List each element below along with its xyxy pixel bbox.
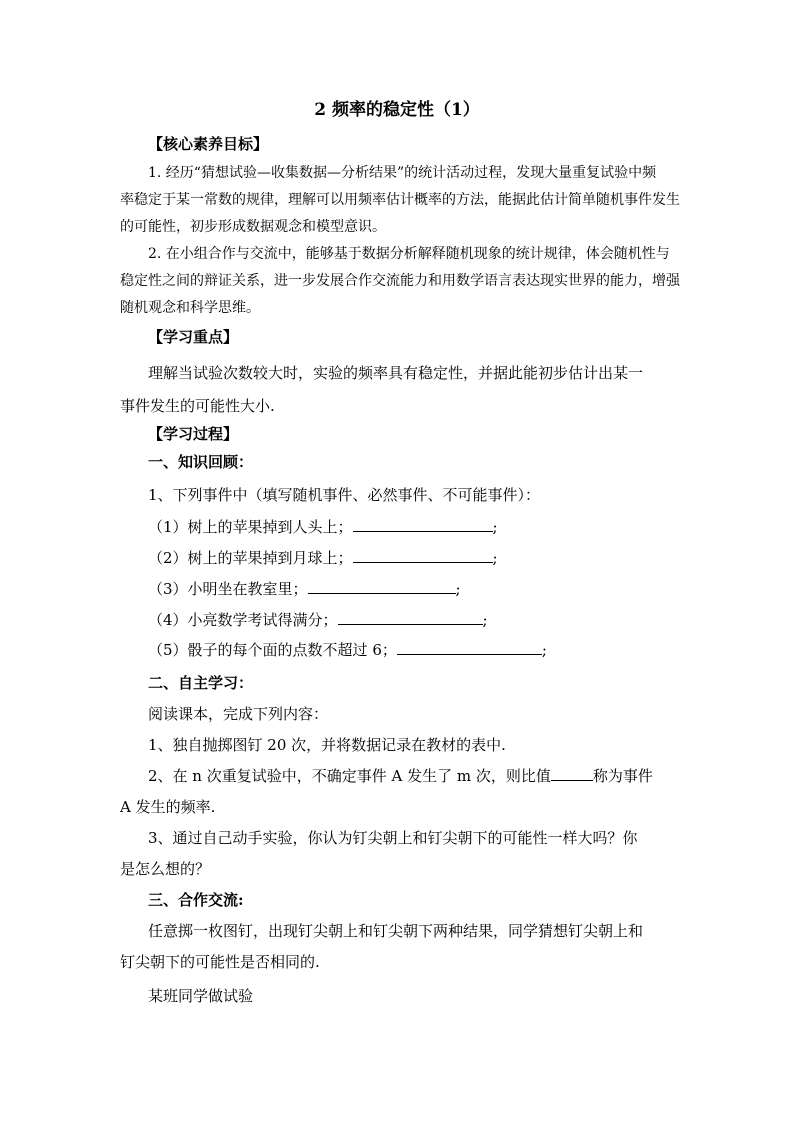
goal-2-line-2: 稳定性之间的辩证关系，进一步发展合作交流能力和用数学语言表达现实世界的能力，增强 xyxy=(120,273,680,289)
section-process: 【学习过程】 xyxy=(148,425,239,443)
page-title: 2 频率的稳定性（1） xyxy=(314,100,480,120)
fill-item-text: （3）小明坐在教室里； xyxy=(148,580,308,598)
answer-blank[interactable] xyxy=(353,517,493,532)
question-2-text-b: 称为事件 xyxy=(592,767,653,785)
part1-question: 1、下列事件中（填写随机事件、必然事件、不可能事件）： xyxy=(148,486,541,504)
fill-item-end: ; xyxy=(492,518,498,536)
fill-item-end: ; xyxy=(541,641,547,659)
question-2-text-a: 2、在 n 次重复试验中，不确定事件 A 发生了 m 次，则比值 xyxy=(148,767,551,785)
answer-blank[interactable] xyxy=(353,548,493,563)
part2-question-1: 1、独自抛掷图钉 20 次，并将数据记录在教材的表中. xyxy=(148,736,506,754)
part2-question-3-line-1: 3、通过自己动手实验，你认为钉尖朝上和钉尖朝下的可能性一样大吗？你 xyxy=(148,829,638,847)
goal-1-line-1: 1. 经历“猜想试验—收集数据—分析结果”的统计活动过程，发现大量重复试验中频 xyxy=(148,165,657,181)
answer-blank[interactable] xyxy=(551,766,593,781)
part1-heading: 一、知识回顾： xyxy=(148,453,254,471)
part3-line-1: 任意掷一枚图钉，出现钉尖朝上和钉尖朝下两种结果，同学猜想钉尖朝上和 xyxy=(148,922,644,940)
fill-item-2 xyxy=(148,548,708,568)
part3-line-2: 钉尖朝下的可能性是否相同的. xyxy=(120,953,320,971)
fill-item-1 xyxy=(148,517,708,537)
fill-item-5 xyxy=(148,640,708,660)
part2-intro: 阅读课本，完成下列内容： xyxy=(148,705,329,723)
part3-line-3: 某班同学做试验 xyxy=(148,987,254,1005)
key-point-line-2: 事件发生的可能性大小. xyxy=(120,397,275,415)
answer-blank[interactable] xyxy=(338,610,483,625)
part3-heading: 三、合作交流: xyxy=(148,891,244,909)
goal-1-line-2: 率稳定于某一常数的规律，理解可以用频率估计概率的方法，能据此估计简单随机事件发生 xyxy=(120,192,680,208)
fill-item-end: ; xyxy=(482,611,488,629)
section-key-points: 【学习重点】 xyxy=(148,328,239,346)
part2-question-2 xyxy=(148,766,708,786)
answer-blank[interactable] xyxy=(308,579,456,594)
part2-question-2-cont: A 发生的频率. xyxy=(120,798,216,816)
goal-2-line-1: 2. 在小组合作与交流中，能够基于数据分析解释随机现象的统计规律，体会随机性与 xyxy=(148,246,670,262)
part2-question-3-line-2: 是怎么想的？ xyxy=(120,860,211,878)
fill-item-end: ; xyxy=(492,549,498,567)
fill-item-end: ; xyxy=(455,580,461,598)
goal-2-line-3: 随机观念和科学思维。 xyxy=(120,300,260,316)
fill-item-text: （2）树上的苹果掉到月球上； xyxy=(148,549,353,567)
fill-item-4 xyxy=(148,610,708,630)
fill-item-text: （4）小亮数学考试得满分； xyxy=(148,611,338,629)
section-core-goals: 【核心素养目标】 xyxy=(148,135,269,153)
fill-item-3 xyxy=(148,579,708,599)
part2-heading: 二、自主学习： xyxy=(148,674,254,692)
answer-blank[interactable] xyxy=(397,640,542,655)
key-point-line-1: 理解当试验次数较大时，实验的频率具有稳定性，并据此能初步估计出某一 xyxy=(148,364,644,382)
goal-1-line-3: 的可能性，初步形成数据观念和模型意识。 xyxy=(120,219,386,235)
fill-item-text: （1）树上的苹果掉到人头上； xyxy=(148,518,353,536)
fill-item-text: （5）骰子的每个面的点数不超过 6； xyxy=(148,641,397,659)
